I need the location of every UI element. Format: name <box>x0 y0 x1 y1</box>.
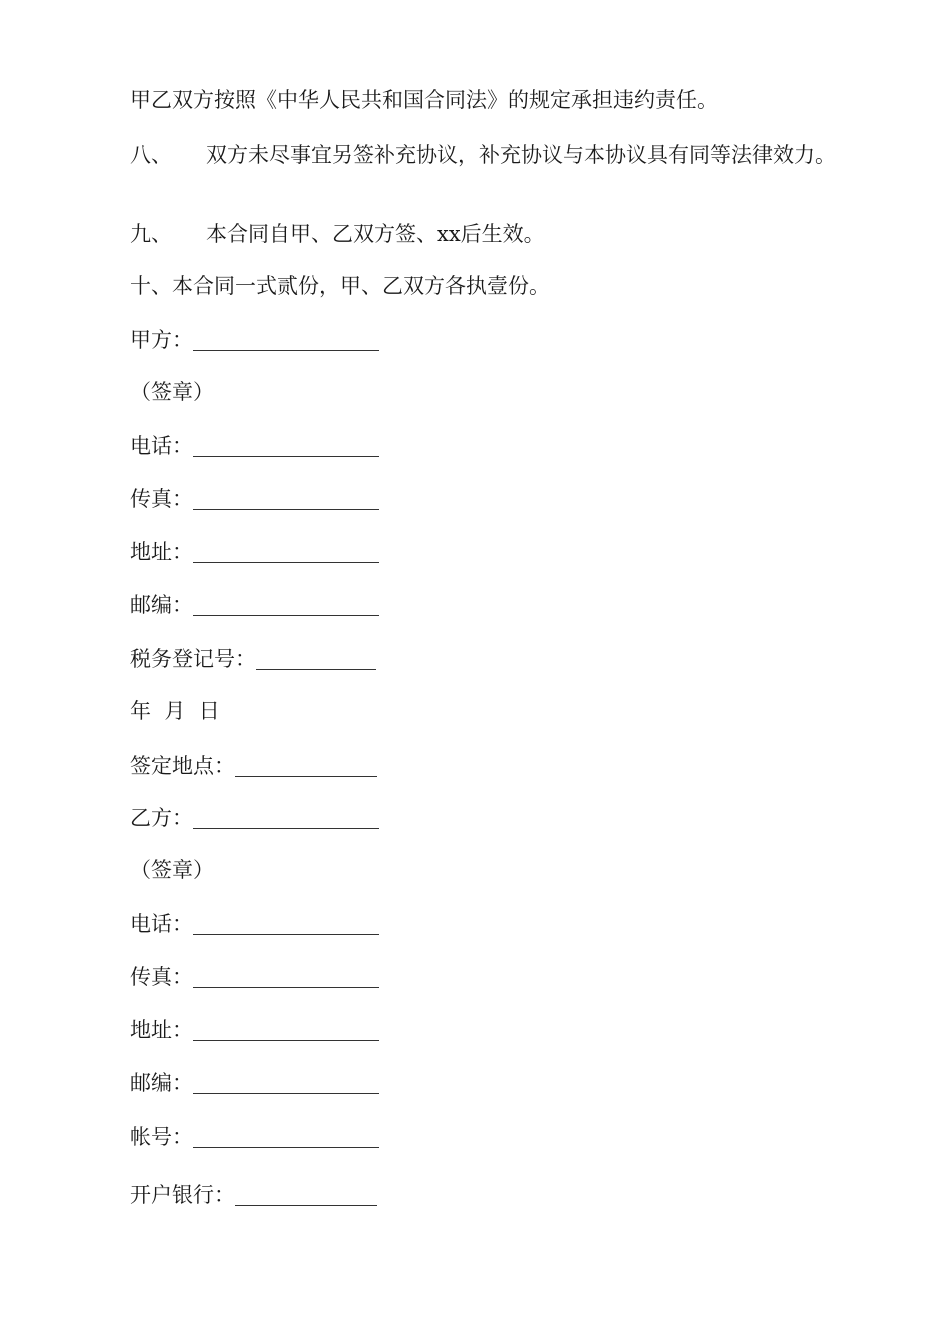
signing-place-blank[interactable] <box>235 756 377 777</box>
party-a-tax-field <box>130 645 376 673</box>
party-b-address-blank[interactable] <box>193 1020 379 1041</box>
party-a-field <box>130 326 379 354</box>
party-b-account-label: 帐号： <box>130 1125 193 1149</box>
party-b-bank-field <box>130 1181 377 1209</box>
clause-eight <box>84 140 844 170</box>
party-b-address-label: 地址： <box>130 1018 193 1042</box>
party-a-seal: （签章） <box>130 380 214 404</box>
party-a-phone-blank[interactable] <box>193 436 379 457</box>
liability-text: 甲乙双方按照《中华人民共和国合同法》的规定承担违约责任。 <box>130 88 718 112</box>
party-b-postcode-label: 邮编： <box>130 1071 193 1095</box>
clause-ten-text: 十、本合同一式贰份，甲、乙双方各执壹份。 <box>130 274 550 298</box>
party-a-postcode-blank[interactable] <box>193 595 379 616</box>
clause-eight-text: 双方未尽事宜另签补充协议，补充协议与本协议具有同等法律效力。 <box>206 143 836 167</box>
party-a-phone-field <box>130 432 379 460</box>
party-a-tax-label: 税务登记号： <box>130 647 256 671</box>
clause-ten <box>130 272 550 300</box>
party-a-postcode-label: 邮编： <box>130 593 193 617</box>
party-a-fax-field <box>130 485 379 513</box>
party-b-phone-label: 电话： <box>130 912 193 936</box>
liability-clause <box>130 86 718 114</box>
clause-nine-number: 九、 <box>130 222 172 246</box>
party-b-phone-blank[interactable] <box>193 914 379 935</box>
party-b-postcode-blank[interactable] <box>193 1073 379 1094</box>
signing-place-field <box>130 752 377 780</box>
signing-place-label: 签定地点： <box>130 754 235 778</box>
party-b-account-blank[interactable] <box>193 1127 379 1148</box>
party-a-date: 年 月 日 <box>130 699 220 723</box>
party-a-blank[interactable] <box>193 330 379 351</box>
party-b-blank[interactable] <box>193 808 379 829</box>
party-b-seal: （签章） <box>130 858 214 882</box>
party-a-phone-label: 电话： <box>130 434 193 458</box>
party-a-address-label: 地址： <box>130 540 193 564</box>
party-a-address-blank[interactable] <box>193 542 379 563</box>
party-b-fax-label: 传真： <box>130 965 193 989</box>
party-b-bank-label: 开户银行： <box>130 1183 235 1207</box>
clause-nine <box>130 220 545 248</box>
party-b-field <box>130 804 379 832</box>
party-b-postcode-field <box>130 1069 379 1097</box>
party-a-label: 甲方： <box>130 328 193 352</box>
party-a-fax-blank[interactable] <box>193 489 379 510</box>
party-b-label: 乙方： <box>130 806 193 830</box>
clause-eight-number: 八、 <box>130 143 172 167</box>
party-b-address-field <box>130 1016 379 1044</box>
party-b-phone-field <box>130 910 379 938</box>
party-b-bank-blank[interactable] <box>235 1185 377 1206</box>
party-a-address-field <box>130 538 379 566</box>
party-a-postcode-field <box>130 591 379 619</box>
party-b-fax-blank[interactable] <box>193 967 379 988</box>
party-b-account-field <box>130 1123 379 1151</box>
party-a-tax-blank[interactable] <box>256 649 376 670</box>
party-a-fax-label: 传真： <box>130 487 193 511</box>
party-b-fax-field <box>130 963 379 991</box>
clause-nine-text: 本合同自甲、乙双方签、xx后生效。 <box>206 222 545 246</box>
